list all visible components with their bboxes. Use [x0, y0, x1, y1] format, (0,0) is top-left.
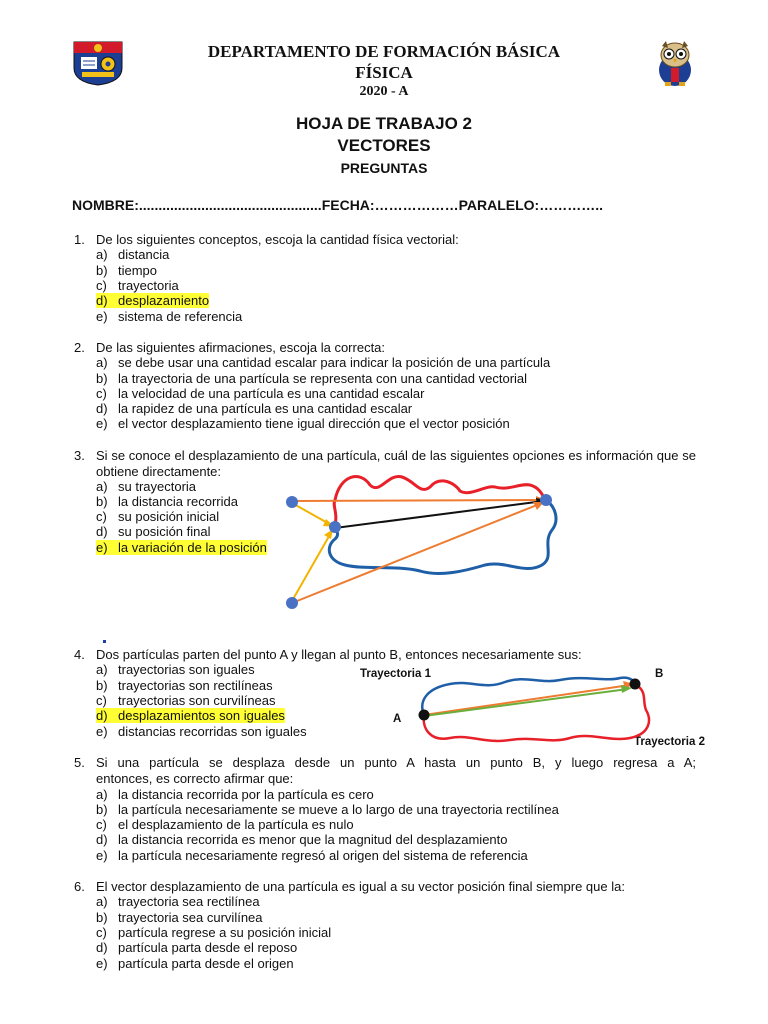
option: e) partícula parta desde el origen — [96, 956, 294, 971]
owl-mascot-logo — [654, 40, 696, 88]
option: a) trayectorias son iguales — [96, 662, 255, 677]
option: a) distancia — [96, 247, 170, 262]
section-label: PREGUNTAS — [340, 160, 428, 176]
student-info-line: NOMBRE:...............................................FECHA:………………PARALELO:………….. — [72, 197, 603, 213]
point-b-label: B — [655, 668, 664, 680]
option: e) distancias recorridas son iguales — [96, 724, 307, 739]
question-stem-line-1: Si una partícula se desplaza desde un punto A hasta un punto B, y luego regresa a A; — [96, 755, 696, 770]
question-number: 2. — [74, 340, 85, 355]
option: b) la trayectoria de una partícula se representa con una cantidad vectorial — [96, 371, 528, 386]
option: d) la distancia recorrida es menor que la magnitud del desplazamiento — [96, 832, 508, 847]
displacement-figure — [280, 465, 580, 615]
option: d) su posición final — [96, 524, 211, 539]
point-b-marker — [630, 679, 641, 690]
point-a-marker — [419, 710, 430, 721]
option: b) la partícula necesariamente se mueve a lo largo de una trayectoria rectilínea — [96, 802, 559, 817]
question-stem: De las siguientes afirmaciones, escoja la correcta: — [96, 340, 386, 355]
trajectory-2-label: Trayectoria 2 — [634, 736, 705, 748]
question-stem: Dos partículas parten del punto A y llegan al punto B, entonces necesariamente sus: — [96, 647, 582, 662]
question-number: 5. — [74, 755, 85, 770]
option: b) tiempo — [96, 263, 158, 278]
option: b) trayectoria sea curvilínea — [96, 910, 263, 925]
option: c) partícula regrese a su posición inicial — [96, 925, 332, 940]
question-number: 4. — [74, 647, 85, 662]
point-marker — [329, 521, 341, 533]
trajectory-1-label: Trayectoria 1 — [360, 668, 431, 680]
worksheet-topic: VECTORES — [337, 136, 431, 155]
option: c) su posición inicial — [96, 509, 220, 524]
question-number: 6. — [74, 879, 85, 894]
question-stem-line-2: entonces, es correcto afirmar que: — [96, 771, 294, 786]
question-stem: El vector desplazamiento de una partícula es igual a su vector posición final siempre que la: — [96, 879, 625, 894]
red-trajectory — [335, 477, 545, 500]
option: e) el vector desplazamiento tiene igual dirección que el vector posición — [96, 416, 510, 431]
bullet-dot — [103, 640, 106, 643]
two-trajectories-figure — [410, 670, 660, 750]
option-highlighted: d) desplazamiento — [96, 293, 210, 308]
option: c) la velocidad de una partícula es una cantidad escalar — [96, 386, 425, 401]
subject-title: FÍSICA — [355, 63, 413, 82]
option: a) se debe usar una cantidad escalar para indicar la posición de una partícula — [96, 355, 551, 370]
term-label: 2020 - A — [359, 84, 409, 99]
option: e) la partícula necesariamente regresó al origen del sistema de referencia — [96, 848, 528, 863]
option: c) el desplazamiento de la partícula es nulo — [96, 817, 354, 832]
question-number: 3. — [74, 448, 85, 463]
option: d) partícula parta desde el reposo — [96, 940, 298, 955]
question-number: 1. — [74, 232, 85, 247]
point-marker — [286, 496, 298, 508]
worksheet-title: HOJA DE TRABAJO 2 — [295, 114, 472, 133]
option: a) su trayectoria — [96, 479, 197, 494]
option: d) la rapidez de una partícula es una cantidad escalar — [96, 401, 413, 416]
option-highlighted: e) la variación de la posición — [96, 540, 267, 555]
option: b) la distancia recorrida — [96, 494, 238, 509]
option: c) trayectoria — [96, 278, 179, 293]
option: a) la distancia recorrida por la partícula es cero — [96, 787, 374, 802]
question-stem: Si se conoce el desplazamiento de una partícula, cuál de las siguientes opciones es información que se obtiene directamente: — [96, 448, 696, 479]
option: a) trayectoria sea rectilínea — [96, 894, 260, 909]
option: c) trayectorias son curvilíneas — [96, 693, 276, 708]
option: b) trayectorias son rectilíneas — [96, 678, 273, 693]
trajectory-1-path — [422, 678, 635, 715]
department-title: DEPARTAMENTO DE FORMACIÓN BÁSICA — [207, 42, 561, 61]
question-stem: De los siguientes conceptos, escoja la cantidad física vectorial: — [96, 232, 459, 247]
point-marker — [540, 494, 552, 506]
option: e) sistema de referencia — [96, 309, 243, 324]
point-a-label: A — [393, 713, 402, 725]
point-marker — [286, 597, 298, 609]
option-highlighted: d) desplazamientos son iguales — [96, 708, 285, 723]
